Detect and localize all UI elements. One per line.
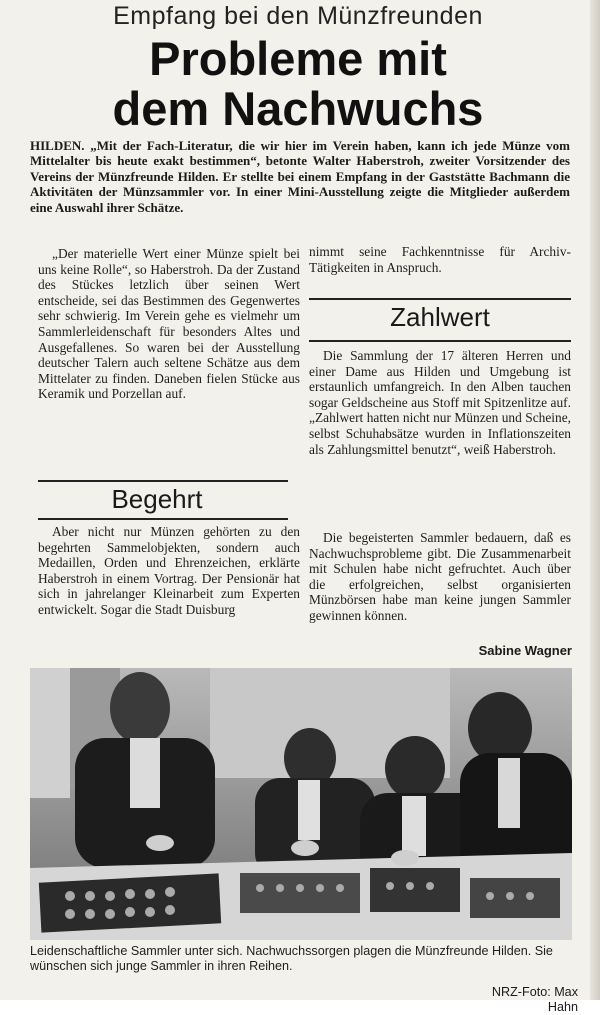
photo-collectors-image bbox=[30, 668, 572, 940]
subhead-zahlwert: Zahlwert bbox=[390, 302, 490, 332]
news-photo bbox=[30, 668, 572, 940]
body-paragraph-3: nimmt seine Fachkenntnisse für Archiv-Tätigkeiten in Anspruch. bbox=[309, 244, 571, 275]
divider-rule bbox=[38, 518, 288, 520]
divider-rule bbox=[38, 480, 288, 482]
body-paragraph-2: Aber nicht nur Münzen gehörten zu den begehrten Sammelobjekten, sondern auch Medaillen, Orden und Ehrenzeichen, erklärte Haberstroh in einem Vortrag. Der Pensionär hat sich in jahrelanger Kleinarbeit zum Experten entwickelt. Sogar die Stadt Duisburg bbox=[38, 524, 300, 617]
paper-edge bbox=[590, 0, 600, 1000]
kicker: Empfang bei den Münzfreunden bbox=[113, 2, 483, 30]
headline-line-2: dem Nachwuchs bbox=[112, 82, 484, 135]
body-paragraph-1: „Der materielle Wert einer Münze spielt bei uns keine Rolle“, so Haberstroh. Da der Zustand des Stückes letzlich über seinen Wert entscheide, sei das Bestimmen des Gegenwertes sehr schwierig. Im Verein gehe es vielmehr um Sammlerleidenschaft für besonders Altes und Ausgefallenes. So waren bei der Ausstellung deutscher Talern auch seltene Schätze aus dem Mittelater zu finden. Daneben fielen Stücke aus Keramik und Porzellan auf. bbox=[38, 246, 300, 402]
body-paragraph-5: Die begeisterten Sammler bedauern, daß es Nachwuchsprobleme gibt. Die Zusammenarbeit mit Schulen habe nicht gefruchtet. Auch über die erfolgreichen, selbst organisierten Münzbörsen habe man keine jungen Sammler gewinnen können. bbox=[309, 530, 571, 623]
divider-rule bbox=[309, 298, 571, 300]
lead-paragraph: HILDEN. „Mit der Fach-Literatur, die wir hier im Verein haben, kann ich jede Münze vom Mittelalter bis heute exakt bestimmen“, betonte Walter Haberstroh, zweiter Vorsitzender des Vereins der Münzfreunde Hilden. Er stellte bei einem Empfang in der Gaststätte Bachmann die Aktivitäten der Münzsammler vor. In einer Mini-Ausstellung zeigte die Mitglieder außerdem eine Auswahl ihrer Schätze. bbox=[30, 138, 570, 215]
body-paragraph-4: Die Sammlung der 17 älteren Herren und einer Dame aus Hilden und Umgebung ist erstaunlich umfangreich. In den Alben tauchen sogar Geldscheine aus Stoff mit Spitzenlitze auf. „Zahlwert hatten nicht nur Münzen und Scheine, selbst Schuhabsätze wurden in Inflationszeiten als Zahlungsmittel benutzt“, weiß Haberstroh. bbox=[309, 348, 571, 457]
photo-caption: Leidenschaftliche Sammler unter sich. Nachwuchssorgen plagen die Münzfreunde Hilden. Sie wünschen sich junge Sammler in ihren Reihen. bbox=[30, 944, 553, 973]
photo-credit: NRZ-Foto: Max Hahn bbox=[491, 985, 578, 1014]
divider-rule bbox=[309, 340, 571, 342]
author-byline: Sabine Wagner bbox=[478, 643, 572, 658]
subhead-begehrt: Begehrt bbox=[111, 484, 203, 514]
headline-line-1: Probleme mit bbox=[149, 32, 447, 85]
headline bbox=[18, 34, 578, 134]
